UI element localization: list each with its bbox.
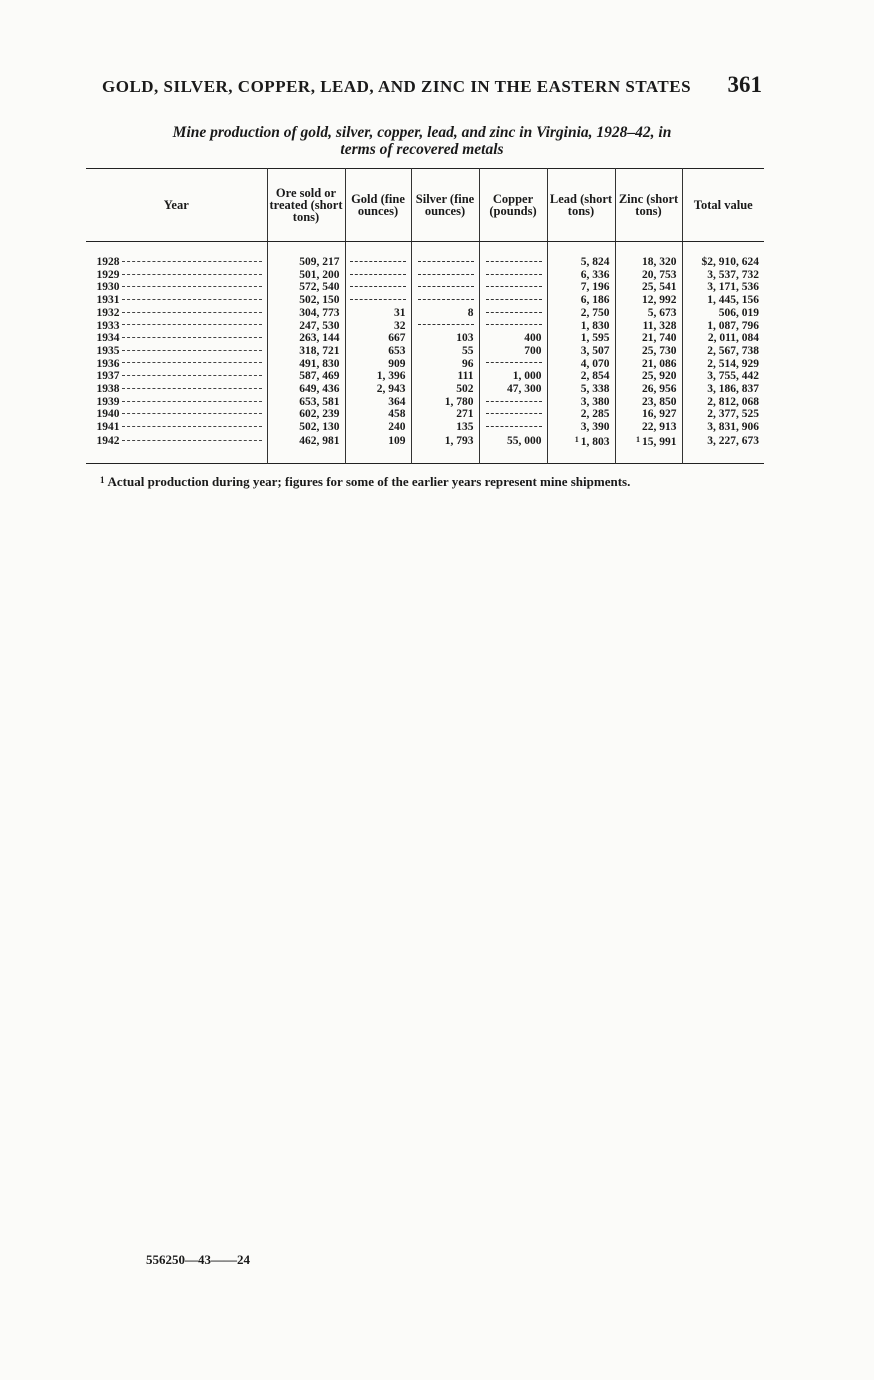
cell-value: 502, 130 bbox=[299, 421, 340, 434]
dot-leader bbox=[122, 337, 262, 338]
table-row bbox=[86, 269, 764, 282]
cell-copper bbox=[479, 434, 547, 463]
cell-value: 909 bbox=[388, 357, 406, 370]
empty-cell-dash bbox=[418, 261, 474, 262]
cell-value: 31 bbox=[394, 306, 406, 319]
year-label: 1939 bbox=[96, 395, 120, 408]
cell-lead bbox=[547, 269, 615, 282]
table-row bbox=[86, 408, 764, 421]
cell-zinc bbox=[615, 358, 682, 371]
cell-value: 55, 000 bbox=[507, 434, 542, 447]
dot-leader bbox=[122, 286, 262, 287]
empty-cell-dash bbox=[486, 299, 542, 300]
cell-zinc bbox=[615, 332, 682, 345]
cell-ore-sold bbox=[267, 434, 345, 463]
year-label: 1928 bbox=[96, 256, 120, 268]
cell-year bbox=[86, 434, 267, 463]
year-label: 1940 bbox=[96, 408, 120, 421]
cell-gold bbox=[345, 358, 411, 371]
table-row bbox=[86, 370, 764, 383]
cell-silver bbox=[411, 396, 479, 409]
cell-ore-sold bbox=[267, 242, 345, 269]
cell-total-value bbox=[682, 294, 764, 307]
cell-gold bbox=[345, 269, 411, 282]
cell-ore-sold bbox=[267, 332, 345, 345]
year-label: 1932 bbox=[96, 306, 120, 319]
cell-value: 1, 595 bbox=[580, 332, 610, 345]
cell-gold bbox=[345, 294, 411, 307]
cell-value: 1, 396 bbox=[376, 370, 406, 383]
year-label: 1934 bbox=[96, 332, 120, 345]
cell-lead bbox=[547, 434, 615, 463]
table-row bbox=[86, 281, 764, 294]
cell-lead bbox=[547, 396, 615, 409]
production-table bbox=[86, 168, 764, 464]
dot-leader bbox=[122, 413, 262, 414]
cell-value: 2, 011, 084 bbox=[707, 332, 759, 345]
cell-value: 2, 285 bbox=[580, 408, 610, 421]
cell-value: 2, 854 bbox=[580, 370, 610, 383]
cell-ore-sold bbox=[267, 408, 345, 421]
table-row bbox=[86, 307, 764, 320]
cell-value: 1, 445, 156 bbox=[707, 294, 759, 307]
cell-value: 2, 567, 738 bbox=[707, 344, 759, 357]
cell-value: 572, 540 bbox=[299, 281, 340, 294]
cell-year bbox=[86, 332, 267, 345]
cell-value: 271 bbox=[456, 408, 474, 421]
cell-value: 25, 920 bbox=[642, 370, 677, 383]
cell-value: 6, 186 bbox=[580, 294, 610, 307]
cell-total-value bbox=[682, 332, 764, 345]
year-label: 1931 bbox=[96, 294, 120, 307]
cell-total-value bbox=[682, 320, 764, 333]
year-label: 1933 bbox=[96, 319, 120, 332]
cell-year bbox=[86, 408, 267, 421]
cell-total-value bbox=[682, 370, 764, 383]
cell-value: 16, 927 bbox=[642, 408, 677, 421]
year-label: 1942 bbox=[96, 434, 120, 447]
cell-value: 47, 300 bbox=[507, 383, 542, 396]
cell-value: 653, 581 bbox=[299, 395, 340, 408]
dot-leader bbox=[122, 299, 262, 300]
cell-value: 400 bbox=[524, 332, 542, 345]
cell-copper bbox=[479, 332, 547, 345]
cell-ore-sold bbox=[267, 421, 345, 434]
cell-copper bbox=[479, 345, 547, 358]
column-header-gold: Gold (fine ounces) bbox=[345, 169, 411, 242]
cell-gold bbox=[345, 281, 411, 294]
cell-gold bbox=[345, 332, 411, 345]
cell-silver bbox=[411, 269, 479, 282]
cell-gold bbox=[345, 242, 411, 269]
cell-value: 502, 150 bbox=[299, 294, 340, 307]
cell-value: 3, 831, 906 bbox=[707, 421, 759, 434]
cell-value: 364 bbox=[388, 395, 406, 408]
cell-silver bbox=[411, 421, 479, 434]
cell-value: 602, 239 bbox=[299, 408, 340, 421]
cell-silver bbox=[411, 320, 479, 333]
cell-lead bbox=[547, 242, 615, 269]
cell-silver bbox=[411, 242, 479, 269]
table-body bbox=[86, 242, 764, 464]
cell-value: 22, 913 bbox=[642, 421, 677, 434]
cell-value: 700 bbox=[524, 344, 542, 357]
table-row bbox=[86, 332, 764, 345]
cell-value: 111 bbox=[457, 370, 474, 383]
cell-ore-sold bbox=[267, 269, 345, 282]
cell-value: 21, 086 bbox=[642, 357, 677, 370]
cell-total-value bbox=[682, 434, 764, 463]
cell-total-value bbox=[682, 242, 764, 269]
cell-value: 15, 991 bbox=[642, 435, 677, 448]
dot-leader bbox=[122, 401, 262, 402]
cell-silver bbox=[411, 383, 479, 396]
cell-value: 21, 740 bbox=[642, 332, 677, 345]
cell-value: 491, 830 bbox=[299, 357, 340, 370]
cell-value: 304, 773 bbox=[299, 306, 340, 319]
cell-lead bbox=[547, 408, 615, 421]
cell-value: 6, 336 bbox=[580, 268, 610, 281]
cell-value: 2, 750 bbox=[580, 306, 610, 319]
cell-gold bbox=[345, 345, 411, 358]
cell-lead bbox=[547, 370, 615, 383]
column-header-total-value: Total value bbox=[682, 169, 764, 242]
empty-cell-dash bbox=[418, 299, 474, 300]
cell-value: 3, 507 bbox=[580, 344, 610, 357]
cell-value: 3, 171, 536 bbox=[707, 281, 759, 294]
cell-value: $2, 910, 624 bbox=[701, 256, 759, 268]
cell-lead bbox=[547, 294, 615, 307]
dot-leader bbox=[122, 426, 262, 427]
cell-zinc bbox=[615, 408, 682, 421]
cell-value: 55 bbox=[462, 344, 474, 357]
footnote-reference: 1 bbox=[574, 434, 579, 444]
cell-value: 5, 824 bbox=[580, 256, 610, 268]
cell-value: 458 bbox=[388, 408, 406, 421]
dot-leader bbox=[122, 350, 262, 351]
cell-zinc bbox=[615, 269, 682, 282]
empty-cell-dash bbox=[486, 286, 542, 287]
cell-total-value bbox=[682, 307, 764, 320]
cell-value: 5, 673 bbox=[647, 306, 677, 319]
empty-cell-dash bbox=[418, 324, 474, 325]
cell-total-value bbox=[682, 358, 764, 371]
cell-copper bbox=[479, 383, 547, 396]
empty-cell-dash bbox=[486, 312, 542, 313]
empty-cell-dash bbox=[486, 324, 542, 325]
cell-copper bbox=[479, 320, 547, 333]
cell-year bbox=[86, 269, 267, 282]
page-number: 361 bbox=[727, 72, 762, 97]
cell-year bbox=[86, 370, 267, 383]
cell-zinc bbox=[615, 370, 682, 383]
cell-value: 1, 793 bbox=[444, 434, 474, 447]
cell-value: 2, 377, 525 bbox=[707, 408, 759, 421]
dot-leader bbox=[122, 261, 262, 262]
cell-lead bbox=[547, 281, 615, 294]
cell-total-value bbox=[682, 408, 764, 421]
cell-copper bbox=[479, 408, 547, 421]
cell-silver bbox=[411, 370, 479, 383]
caption-line-2: terms of recovered metals bbox=[340, 141, 504, 158]
cell-year bbox=[86, 294, 267, 307]
cell-value: 247, 530 bbox=[299, 319, 340, 332]
column-header-year: Year bbox=[86, 169, 267, 242]
cell-value: 587, 469 bbox=[299, 370, 340, 383]
cell-zinc bbox=[615, 242, 682, 269]
cell-value: 509, 217 bbox=[299, 256, 340, 268]
cell-value: 32 bbox=[394, 319, 406, 332]
cell-value: 103 bbox=[456, 332, 474, 345]
cell-copper bbox=[479, 294, 547, 307]
cell-value: 3, 390 bbox=[580, 421, 610, 434]
cell-value: 1, 830 bbox=[580, 319, 610, 332]
empty-cell-dash bbox=[350, 274, 406, 275]
empty-cell-dash bbox=[486, 362, 542, 363]
cell-gold bbox=[345, 320, 411, 333]
cell-copper bbox=[479, 269, 547, 282]
cell-year bbox=[86, 358, 267, 371]
cell-value: 501, 200 bbox=[299, 268, 340, 281]
cell-value: 3, 186, 837 bbox=[707, 383, 759, 396]
column-header-lead: Lead (short tons) bbox=[547, 169, 615, 242]
column-header-ore: Ore sold or treated (short tons) bbox=[267, 169, 345, 242]
cell-lead bbox=[547, 383, 615, 396]
cell-zinc bbox=[615, 294, 682, 307]
cell-zinc bbox=[615, 320, 682, 333]
cell-total-value bbox=[682, 281, 764, 294]
year-label: 1941 bbox=[96, 421, 120, 434]
cell-value: 502 bbox=[456, 383, 474, 396]
cell-total-value bbox=[682, 269, 764, 282]
cell-copper bbox=[479, 370, 547, 383]
cell-value: 1, 780 bbox=[444, 395, 474, 408]
cell-silver bbox=[411, 281, 479, 294]
dot-leader bbox=[122, 440, 262, 441]
table-footnote bbox=[100, 474, 760, 490]
cell-value: 96 bbox=[462, 357, 474, 370]
cell-value: 649, 436 bbox=[299, 383, 340, 396]
table-row bbox=[86, 396, 764, 409]
cell-value: 3, 380 bbox=[580, 395, 610, 408]
year-label: 1929 bbox=[96, 268, 120, 281]
cell-ore-sold bbox=[267, 320, 345, 333]
cell-gold bbox=[345, 434, 411, 463]
table-row bbox=[86, 294, 764, 307]
cell-silver bbox=[411, 294, 479, 307]
cell-silver bbox=[411, 307, 479, 320]
cell-gold bbox=[345, 370, 411, 383]
dot-leader bbox=[122, 375, 262, 376]
year-label: 1938 bbox=[96, 383, 120, 396]
cell-copper bbox=[479, 242, 547, 269]
dot-leader bbox=[122, 362, 262, 363]
table-header-row bbox=[86, 169, 764, 242]
cell-value: 2, 514, 929 bbox=[707, 357, 759, 370]
cell-zinc bbox=[615, 345, 682, 358]
table-row bbox=[86, 383, 764, 396]
cell-value: 3, 227, 673 bbox=[707, 434, 759, 447]
cell-gold bbox=[345, 421, 411, 434]
table-row bbox=[86, 421, 764, 434]
printer-imprint: 556250—43——24 bbox=[146, 1252, 250, 1267]
cell-lead bbox=[547, 332, 615, 345]
cell-zinc bbox=[615, 281, 682, 294]
cell-value: 23, 850 bbox=[642, 395, 677, 408]
cell-value: 263, 144 bbox=[299, 332, 340, 345]
table-row bbox=[86, 242, 764, 269]
cell-lead bbox=[547, 345, 615, 358]
cell-zinc bbox=[615, 421, 682, 434]
cell-ore-sold bbox=[267, 358, 345, 371]
cell-total-value bbox=[682, 421, 764, 434]
cell-year bbox=[86, 396, 267, 409]
cell-value: 20, 753 bbox=[642, 268, 677, 281]
cell-value: 18, 320 bbox=[642, 256, 677, 268]
cell-value: 11, 328 bbox=[642, 319, 677, 332]
cell-lead bbox=[547, 358, 615, 371]
cell-silver bbox=[411, 358, 479, 371]
empty-cell-dash bbox=[350, 286, 406, 287]
empty-cell-dash bbox=[418, 274, 474, 275]
cell-ore-sold bbox=[267, 345, 345, 358]
year-label: 1930 bbox=[96, 281, 120, 294]
cell-zinc bbox=[615, 307, 682, 320]
year-label: 1935 bbox=[96, 344, 120, 357]
cell-value: 3, 537, 732 bbox=[707, 268, 759, 281]
cell-gold bbox=[345, 408, 411, 421]
cell-ore-sold bbox=[267, 281, 345, 294]
empty-cell-dash bbox=[486, 274, 542, 275]
cell-year bbox=[86, 242, 267, 269]
cell-year bbox=[86, 345, 267, 358]
cell-value: 8 bbox=[467, 306, 474, 319]
cell-value: 653 bbox=[388, 344, 406, 357]
table-row bbox=[86, 320, 764, 333]
column-header-copper: Copper (pounds) bbox=[479, 169, 547, 242]
cell-silver bbox=[411, 408, 479, 421]
running-title: GOLD, SILVER, COPPER, LEAD, AND ZINC IN THE EASTERN STATES bbox=[102, 77, 692, 96]
empty-cell-dash bbox=[486, 261, 542, 262]
cell-year bbox=[86, 307, 267, 320]
cell-copper bbox=[479, 281, 547, 294]
cell-value: 462, 981 bbox=[299, 434, 340, 447]
cell-year bbox=[86, 383, 267, 396]
column-header-silver: Silver (fine ounces) bbox=[411, 169, 479, 242]
cell-ore-sold bbox=[267, 370, 345, 383]
cell-copper bbox=[479, 307, 547, 320]
cell-gold bbox=[345, 307, 411, 320]
cell-total-value bbox=[682, 383, 764, 396]
table-caption bbox=[86, 124, 758, 158]
year-label: 1937 bbox=[96, 370, 120, 383]
cell-total-value bbox=[682, 345, 764, 358]
footnote-text: Actual production during year; figures for some of the earlier years represent mine shipments. bbox=[107, 474, 631, 489]
empty-cell-dash bbox=[418, 286, 474, 287]
cell-value: 7, 196 bbox=[580, 281, 610, 294]
cell-value: 667 bbox=[388, 332, 406, 345]
caption-line-1: Mine production of gold, silver, copper, lead, and zinc in Virginia, 1928–42, in bbox=[172, 124, 672, 141]
footnote-mark: 1 bbox=[100, 475, 105, 485]
cell-lead bbox=[547, 307, 615, 320]
cell-year bbox=[86, 421, 267, 434]
cell-gold bbox=[345, 396, 411, 409]
cell-ore-sold bbox=[267, 294, 345, 307]
cell-silver bbox=[411, 332, 479, 345]
cell-value: 26, 956 bbox=[642, 383, 677, 396]
column-header-zinc: Zinc (short tons) bbox=[615, 169, 682, 242]
cell-value: 1, 803 bbox=[580, 435, 610, 448]
cell-year bbox=[86, 281, 267, 294]
table-row bbox=[86, 434, 764, 463]
cell-gold bbox=[345, 383, 411, 396]
cell-value: 240 bbox=[388, 421, 406, 434]
cell-value: 1, 087, 796 bbox=[707, 319, 759, 332]
dot-leader bbox=[122, 324, 262, 325]
cell-value: 4, 070 bbox=[580, 357, 610, 370]
cell-year bbox=[86, 320, 267, 333]
footnote-reference: 1 bbox=[636, 434, 640, 444]
cell-value: 2, 943 bbox=[376, 383, 406, 396]
year-label: 1936 bbox=[96, 357, 120, 370]
cell-silver bbox=[411, 434, 479, 463]
cell-value: 5, 338 bbox=[580, 383, 610, 396]
cell-copper bbox=[479, 421, 547, 434]
cell-ore-sold bbox=[267, 383, 345, 396]
empty-cell-dash bbox=[486, 426, 542, 427]
cell-value: 12, 992 bbox=[642, 294, 677, 307]
dot-leader bbox=[122, 312, 262, 313]
cell-lead bbox=[547, 320, 615, 333]
cell-total-value bbox=[682, 396, 764, 409]
running-header bbox=[102, 72, 762, 104]
cell-ore-sold bbox=[267, 396, 345, 409]
table-row bbox=[86, 345, 764, 358]
cell-value: 1, 000 bbox=[512, 370, 542, 383]
cell-copper bbox=[479, 358, 547, 371]
cell-silver bbox=[411, 345, 479, 358]
cell-value: 109 bbox=[388, 434, 406, 447]
cell-copper bbox=[479, 396, 547, 409]
cell-zinc bbox=[615, 396, 682, 409]
cell-lead bbox=[547, 421, 615, 434]
empty-cell-dash bbox=[350, 299, 406, 300]
cell-ore-sold bbox=[267, 307, 345, 320]
cell-value: 3, 755, 442 bbox=[707, 370, 759, 383]
cell-value: 135 bbox=[456, 421, 474, 434]
cell-value: 25, 730 bbox=[642, 344, 677, 357]
cell-value: 318, 721 bbox=[299, 344, 340, 357]
cell-value: 25, 541 bbox=[642, 281, 677, 294]
dot-leader bbox=[122, 388, 262, 389]
cell-zinc bbox=[615, 434, 682, 463]
table-row bbox=[86, 358, 764, 371]
cell-value: 506, 019 bbox=[718, 306, 759, 319]
empty-cell-dash bbox=[486, 401, 542, 402]
empty-cell-dash bbox=[486, 413, 542, 414]
cell-zinc bbox=[615, 383, 682, 396]
cell-value: 2, 812, 068 bbox=[707, 395, 759, 408]
dot-leader bbox=[122, 274, 262, 275]
empty-cell-dash bbox=[350, 261, 406, 262]
